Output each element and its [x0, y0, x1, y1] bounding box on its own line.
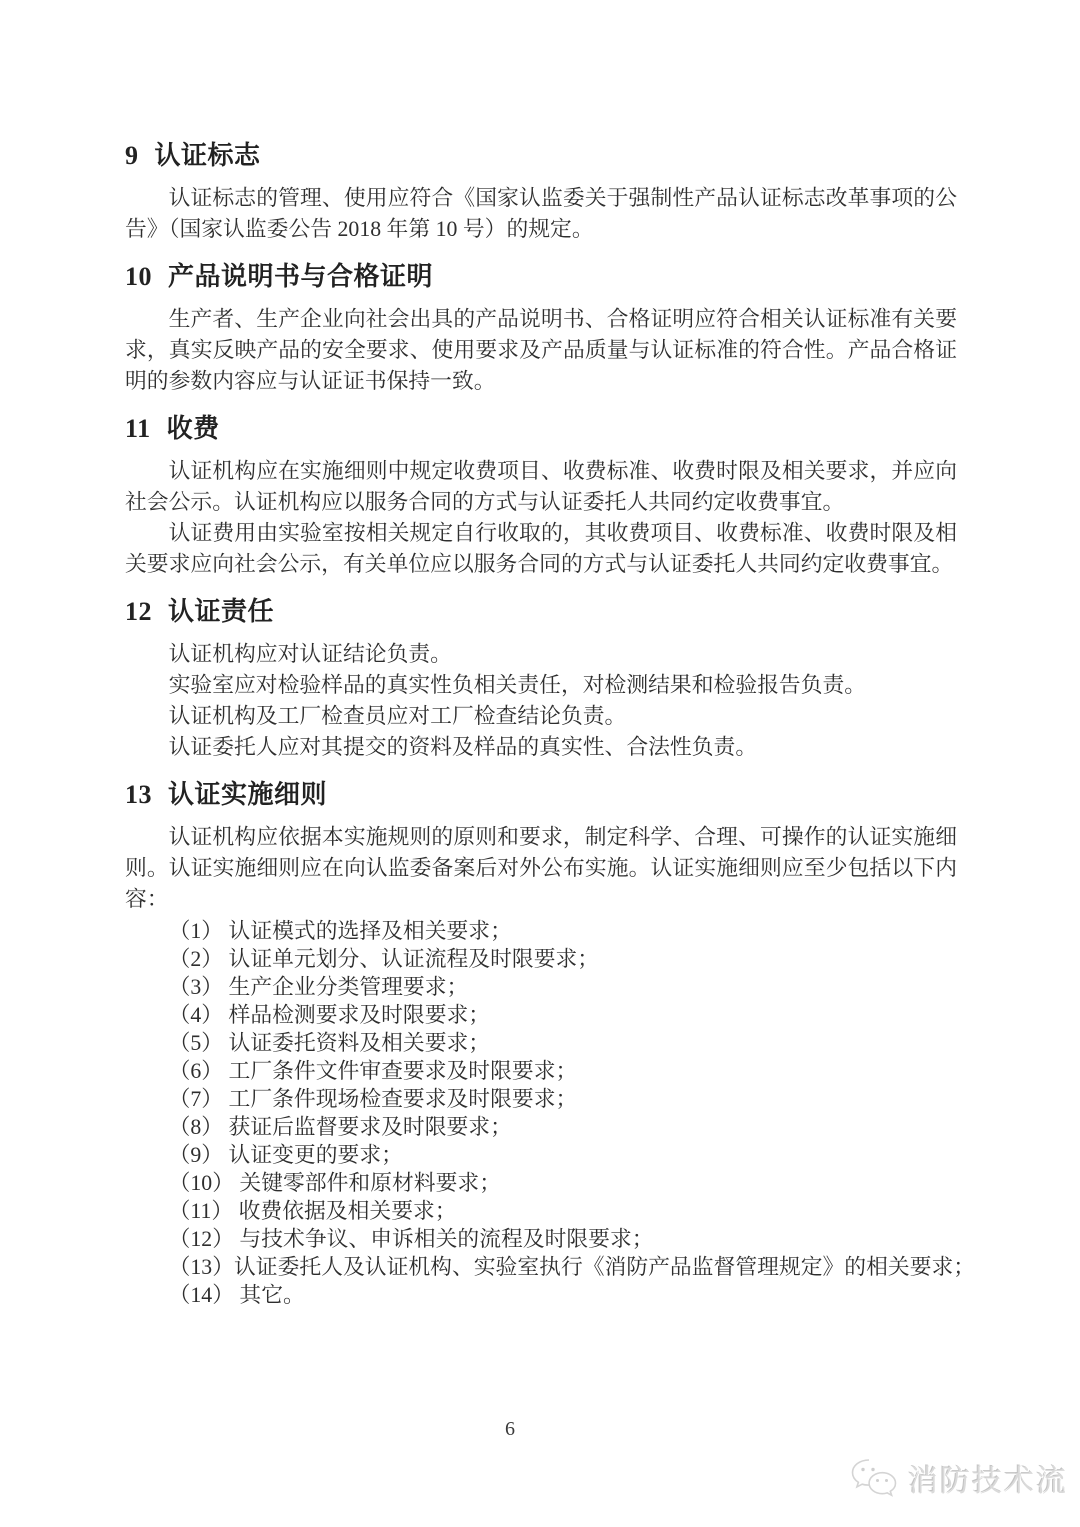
- section-title: 认证实施细则: [168, 779, 328, 809]
- list-item: （14） 其它。: [168, 1283, 305, 1307]
- document-page: [125, 138, 976, 1309]
- section-number: 12: [125, 597, 152, 626]
- paragraph: 认证机构应对认证结论负责。: [168, 642, 452, 666]
- section-9-heading: [125, 138, 957, 173]
- section-10-heading: [125, 259, 957, 294]
- paragraph: 生产者、生产企业向社会出具的产品说明书、合格证明应符合相关认证标准有关要求，真实反映产品的安全要求、使用要求及产品质量与认证标准的符合性。产品合格证明的参数内容应与认证证书保持一致。: [125, 307, 957, 393]
- list-item: （5） 认证委托资料及相关要求；: [168, 1031, 491, 1055]
- section-title: 收费: [166, 413, 220, 443]
- list-item: （6） 工厂条件文件审查要求及时限要求；: [168, 1059, 578, 1083]
- section-title: 产品说明书与合格证明: [168, 261, 434, 291]
- section-12-heading: [125, 594, 957, 629]
- paragraph: 认证标志的管理、使用应符合《国家认监委关于强制性产品认证标志改革事项的公告》（国家认监委公告 2018 年第 10 号）的规定。: [125, 186, 957, 241]
- list-item: （1） 认证模式的选择及相关要求；: [168, 919, 512, 943]
- list-item: （7） 工厂条件现场检查要求及时限要求；: [168, 1087, 578, 1111]
- section-number: 9: [125, 141, 139, 170]
- list-item: （13）认证委托人及认证机构、实验室执行《消防产品监督管理规定》的相关要求；: [168, 1255, 976, 1279]
- paragraph: 认证费用由实验室按相关规定自行收取的，其收费项目、收费标准、收费时限及相关要求应向社会公示，有关单位应以服务合同的方式与认证委托人共同约定收费事宜。: [125, 521, 957, 576]
- section-title: 认证标志: [154, 140, 261, 170]
- wechat-icon: [850, 1457, 898, 1499]
- watermark: [850, 1456, 1068, 1500]
- section-title: 认证责任: [168, 596, 275, 626]
- list-item: （4） 样品检测要求及时限要求；: [168, 1003, 491, 1027]
- list-item: （9） 认证变更的要求；: [168, 1143, 403, 1167]
- list-item: （2） 认证单元划分、认证流程及时限要求；: [168, 947, 600, 971]
- list-item: （8） 获证后监督要求及时限要求；: [168, 1115, 512, 1139]
- paragraph: 认证机构应在实施细则中规定收费项目、收费标准、收费时限及相关要求，并应向社会公示。认证机构应以服务合同的方式与认证委托人共同约定收费事宜。: [125, 459, 957, 514]
- section-number: 13: [125, 780, 152, 809]
- paragraph: 认证机构应依据本实施规则的原则和要求，制定科学、合理、可操作的认证实施细则。认证实施细则应在向认监委备案后对外公布实施。认证实施细则应至少包括以下内容：: [125, 825, 957, 911]
- list-item: （3） 生产企业分类管理要求；: [168, 975, 469, 999]
- list-item: （12） 与技术争议、申诉相关的流程及时限要求；: [168, 1227, 654, 1251]
- list-item: （11） 收费依据及相关要求；: [168, 1199, 457, 1223]
- list-item: （10） 关键零部件和原材料要求；: [168, 1171, 501, 1195]
- section-11-heading: [125, 411, 957, 446]
- numbered-list: [125, 917, 976, 1309]
- paragraph: 认证委托人应对其提交的资料及样品的真实性、合法性负责。: [168, 735, 758, 759]
- section-number: 11: [125, 414, 151, 443]
- page-number: 6: [505, 1418, 515, 1440]
- watermark-text: 消防技术流: [908, 1465, 1068, 1498]
- paragraph: 实验室应对检验样品的真实性负相关责任，对检测结果和检验报告负责。: [168, 673, 867, 697]
- section-13-heading: [125, 777, 957, 812]
- section-number: 10: [125, 262, 152, 291]
- paragraph: 认证机构及工厂检查员应对工厂检查结论负责。: [168, 704, 627, 728]
